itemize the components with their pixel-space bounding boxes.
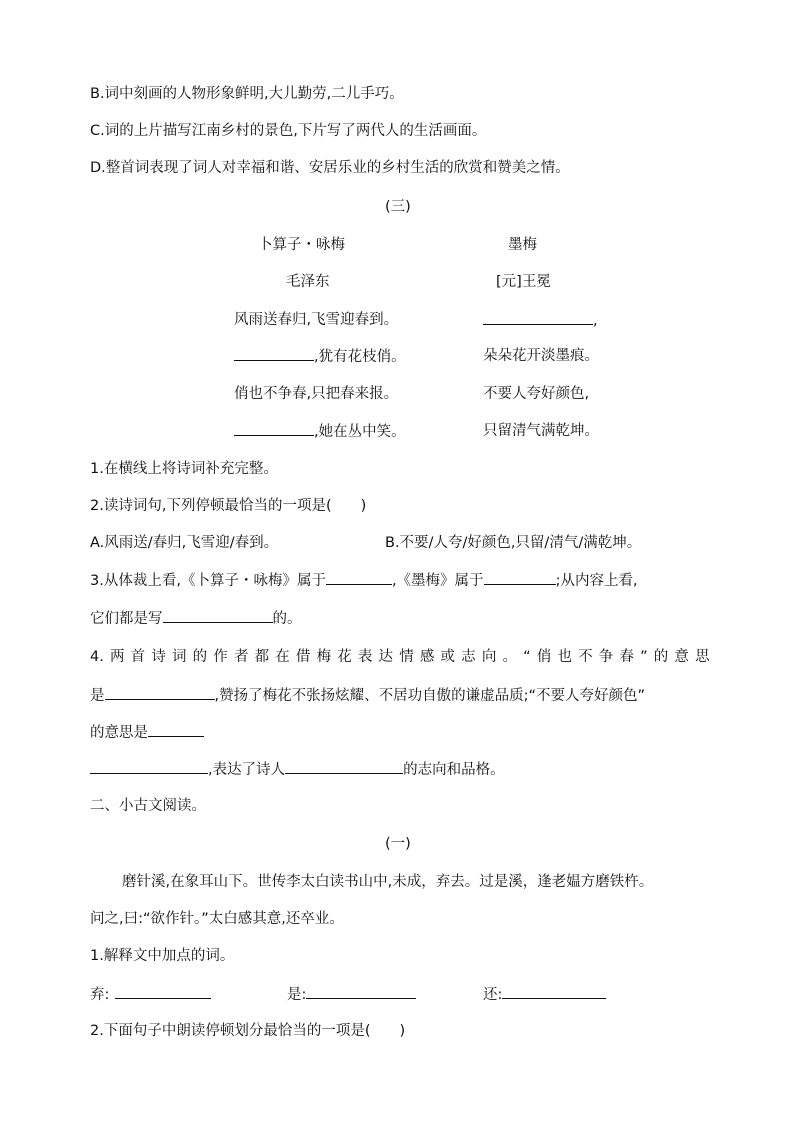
q4-char: 花 (337, 649, 352, 665)
fill-blank[interactable] (326, 570, 392, 585)
q4-text: ,赞扬了梅花不张扬炫耀、不居功自傲的谦虚品质;“不要人夸好颜色” (214, 688, 646, 704)
q4-char: 情 (399, 649, 414, 665)
part2-question-2: 2.下面句子中朗读停顿划分最恰当的一项是( ) (90, 1023, 406, 1039)
q4-char: 思 (695, 649, 710, 665)
fill-blank[interactable] (115, 984, 211, 999)
q3-text: 它们都是写 (90, 611, 163, 627)
q4-char: ” (640, 649, 648, 665)
q4-text: 的意思是 (90, 725, 148, 741)
question-1: 1.在横线上将诗词补充完整。 (90, 461, 278, 477)
option-c: C.词的上片描写江南乡村的景色,下片写了两代人的生活画面。 (90, 123, 487, 139)
q4-char: 两 (110, 649, 125, 665)
q4-char: 词 (171, 649, 187, 665)
poem1-line1: 风雨送春归,飞雪迎春到。 (234, 312, 399, 328)
fill-blank[interactable] (483, 310, 593, 325)
poem2-line2: 朵朵花开淡墨痕。 (483, 348, 599, 364)
q4-char: 作 (213, 649, 228, 665)
q4-char: 在 (275, 649, 290, 665)
poem1-title: 卜算子・咏梅 (258, 237, 345, 253)
fill-blank[interactable] (502, 984, 606, 999)
q4-text: 是 (90, 688, 105, 704)
part2-question-1: 1.解释文中加点的词。 (90, 948, 235, 964)
poem2-line3: 不要人夸好颜色, (483, 386, 590, 402)
passage-line1: 磨针溪,在象耳山下。世传李太白读书山中,未成，弃去。过是溪，逢老媪方磨铁杵。 (122, 874, 654, 890)
q4-char: 的 (653, 649, 669, 665)
fill-blank[interactable] (234, 421, 314, 436)
q4-char: 借 (295, 649, 311, 665)
poem1-line4-suffix: ,她在丛中笑。 (314, 424, 406, 440)
q4-text: ,表达了诗人 (208, 762, 286, 778)
poem2-line1 (483, 310, 598, 331)
question-4-line2 (90, 685, 645, 706)
fill-blank[interactable] (234, 346, 314, 361)
fill-blank[interactable] (163, 608, 273, 623)
q4-char: 意 (674, 649, 689, 665)
option-b: B.词中刻画的人物形象鲜明,大儿勤劳,二儿手巧。 (90, 86, 404, 102)
option-d: D.整首词表现了词人对幸福和谐、安居乐业的乡村生活的欣赏和赞美之情。 (90, 160, 570, 176)
q2-option-a: A.风雨送/春归,飞雪迎/春到。 (90, 535, 279, 551)
q4-char: 达 (378, 649, 394, 665)
fill-blank[interactable] (148, 722, 204, 737)
q4-char: 不 (578, 649, 593, 665)
poem1-line2 (234, 346, 406, 367)
poem2-author: [元]王冕 (496, 274, 551, 290)
q4-char: 俏 (536, 649, 552, 665)
fill-blank[interactable] (90, 759, 208, 774)
q4-text: 的志向和品格。 (403, 762, 505, 778)
question-4-line1 (90, 647, 710, 667)
q4-char: 或 (440, 649, 455, 665)
poem2-line1-suffix: , (593, 313, 598, 329)
question-4-line4 (90, 759, 505, 780)
q4-char: 都 (254, 649, 270, 665)
q4-char: 梅 (316, 649, 332, 665)
word-2 (287, 984, 416, 1005)
q4-char: 感 (419, 649, 435, 665)
word-3 (483, 984, 606, 1005)
q3-text: 的。 (272, 611, 302, 627)
question-4-line3 (90, 722, 204, 743)
q2-option-b: B.不要/人夸/好颜色,只留/清气/满乾坤。 (385, 535, 642, 551)
part2-heading: 二、小古文阅读。 (90, 798, 206, 814)
q4-char: “ (523, 649, 531, 665)
fill-blank[interactable] (285, 759, 403, 774)
poem2-line4: 只留清气满乾坤。 (483, 423, 599, 439)
q4-char: 诗 (151, 649, 166, 665)
poem1-line2-suffix: ,犹有花枝俏。 (314, 349, 406, 365)
section-heading: (三) (385, 199, 411, 215)
q4-char: 春 (619, 649, 634, 665)
word-label: 还: (483, 987, 503, 1003)
q4-char: 向 (481, 649, 497, 665)
q4-char: 。 (502, 649, 517, 665)
q4-char: 志 (461, 649, 476, 665)
q4-char: 争 (598, 649, 614, 665)
q4-char: 的 (192, 649, 208, 665)
poem1-line4 (234, 421, 406, 442)
fill-blank[interactable] (306, 984, 416, 999)
fill-blank[interactable] (105, 685, 215, 700)
q4-char: 也 (557, 649, 572, 665)
q3-text: ,《墨梅》属于 (391, 573, 484, 589)
part2-sub-heading: (一) (385, 836, 411, 852)
q4-char: 表 (357, 649, 373, 665)
poem1-author: 毛泽东 (286, 274, 330, 290)
q4-char: 首 (130, 649, 146, 665)
question-2: 2.读诗词句,下列停顿最恰当的一项是( ) (90, 498, 367, 514)
word-label: 弃: (90, 987, 110, 1003)
question-3 (90, 570, 638, 591)
question-3-line2 (90, 608, 302, 629)
q4-char: 4. (90, 649, 104, 665)
q4-char: 者 (233, 649, 249, 665)
q3-text: ;从内容上看, (555, 573, 638, 589)
word-1 (90, 984, 211, 1005)
word-label: 是: (287, 987, 307, 1003)
poem2-title: 墨梅 (508, 237, 537, 253)
poem1-line3: 俏也不争春,只把春来报。 (234, 386, 399, 402)
q3-text: 3.从体裁上看,《卜算子・咏梅》属于 (90, 573, 326, 589)
fill-blank[interactable] (484, 570, 556, 585)
passage-line2: 问之,曰:“欲作针。”太白感其意,还卒业。 (90, 911, 344, 927)
